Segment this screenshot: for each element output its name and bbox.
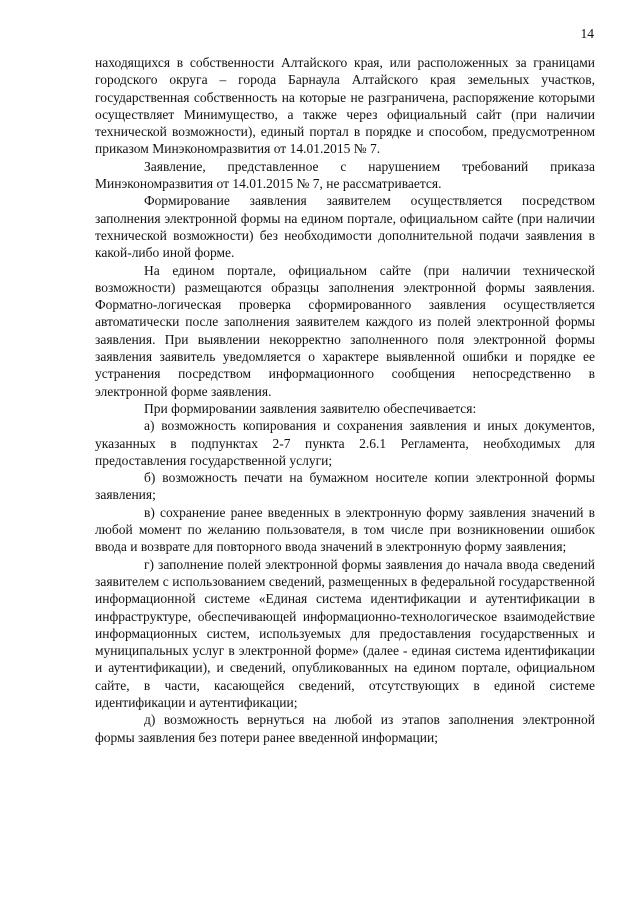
list-item-v: в) сохранение ранее введенных в электронную форму заявления значений в любой момент по желанию пользователя, в том числе при возникновении ошибок ввода и возврате для повторного ввода значений в электронную форму заявления; — [95, 504, 595, 555]
paragraph-form-filling: Формирование заявления заявителем осуществляется посредством заполнения электронной формы на едином портале, официальном сайте (при наличии технической возможности) без необходимости дополнительной подачи заявления в какой-либо иной форме. — [95, 193, 595, 261]
list-item-a: а) возможность копирования и сохранения заявления и иных документов, указанных в подпунктах 2-7 пункта 2.6.1 Регламента, необходимых для предоставления государственной услуги; — [95, 418, 595, 468]
list-item-b: б) возможность печати на бумажном носителе копии электронной формы заявления; — [95, 470, 595, 503]
paragraph-continuation: находящихся в собственности Алтайского края, или расположенных за границами городского округа – города Барнаула Алтайского края земельных участков, государственная собственность на которые не разграничена, распоряжение которыми осуществляет Минимущество, а также через официальный сайт (при наличии технической возможности), единый портал в порядке и способом, предусмотренном приказом Минэкономразвития от 14.01.2015 № 7. — [95, 55, 595, 157]
paragraph-rejection-rule: Заявление, представленное с нарушением требований приказа Минэкономразвития от 14.01.2015 № 7, не рассматривается. — [95, 158, 595, 192]
document-body — [95, 54, 595, 746]
paragraph-provisions-intro: При формировании заявления заявителю обеспечивается: — [144, 400, 477, 416]
page-number: 14 — [580, 26, 594, 41]
list-item-d: д) возможность вернуться на любой из этапов заполнения электронной формы заявления без потери ранее введенной информации; — [95, 712, 595, 745]
paragraph-form-samples: На едином портале, официальном сайте (при наличии технической возможности) размещаются образцы заполнения электронной формы заявления. Форматно-логическая проверка сформированного заявления осуществляется автоматически после заполнения заявителем каждого из полей электронной формы заявления. При выявлении некорректно заполненного поля электронной формы заявления заявитель уведомляется о характере выявленной ошибки и порядке ее устранения посредством информационного сообщения непосредственно в электронной форме заявления. — [95, 262, 595, 399]
list-item-g: г) заполнение полей электронной формы заявления до начала ввода сведений заявителем с использованием сведений, размещенных в федеральной государственной информационной системе «Единая система идентификации и аутентификации в инфраструктуре, обеспечивающей информационно-технологическое взаимодействие информационных систем, используемых для предоставления государственных и муниципальных услуг в электронной форме» (далее - единая система идентификации и аутентификации), и сведений, опубликованных на едином портале, официальном сайте, в части, касающейся сведений, отсутствующих в единой системе идентификации и аутентификации; — [95, 556, 595, 710]
